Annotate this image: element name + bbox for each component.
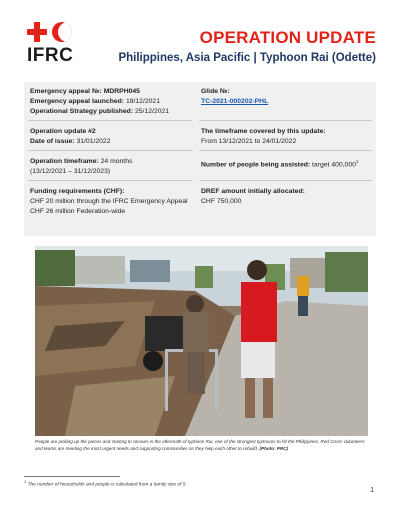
caption-text: People are picking up the pieces and starting to recover in the aftermath of typhoon Rai, one of the strongest typhoons to hit the Philippines. Red Cross volunteers and teams are meeting the most urgent needs and supporting communities as they help each other to rebuild.: [35, 439, 365, 451]
divider: [199, 150, 372, 151]
strategy-date: 25/12/2021: [135, 108, 170, 115]
page-number: 1: [370, 487, 374, 494]
footnote-ref: 1: [355, 159, 359, 164]
funding-line-1: CHF 20 million through the IFRC Emergency Appeal: [30, 198, 188, 205]
issue-label: Date of issue:: [30, 138, 75, 145]
footnote: [24, 479, 187, 488]
photo-credit: (Photo: PRC): [259, 446, 289, 451]
issue-date: 31/01/2022: [76, 138, 111, 145]
launched-label: Emergency appeal launched:: [30, 98, 125, 105]
people-label: Number of people being assisted:: [201, 161, 311, 169]
typhoon-aftermath-photo: [35, 246, 368, 436]
update-details: [30, 127, 111, 147]
launched-date: 18/12/2021: [125, 98, 160, 105]
timeframe-covered: [201, 127, 326, 147]
timeframe-covered-label: The timeframe covered by this update:: [201, 128, 326, 135]
document-title: OPERATION UPDATE: [199, 28, 376, 47]
divider: [199, 180, 372, 181]
op-timeframe-value: 24 months: [100, 158, 133, 165]
divider: [28, 180, 192, 181]
appeal-no: MDRPH045: [103, 88, 140, 95]
appeal-details: [30, 87, 169, 117]
update-label: Operation update #2: [30, 128, 96, 135]
footnote-mark: 1: [24, 479, 27, 484]
photo-caption: [35, 438, 369, 452]
document-subtitle: Philippines, Asia Pacific | Typhoon Rai (Odette): [118, 52, 376, 64]
people-assisted: [201, 157, 358, 170]
people-value: target 400,000: [312, 161, 356, 169]
red-cross-icon: [27, 22, 47, 42]
divider: [199, 120, 372, 121]
footnote-rule: [24, 476, 120, 477]
funding-requirements: [30, 187, 188, 217]
dref-value: CHF 750,000: [201, 198, 242, 205]
operation-timeframe: [30, 157, 132, 177]
footnote-text: The number of households and people is calculated from a family size of 5.: [27, 482, 187, 488]
op-timeframe-label: Operation timeframe:: [30, 158, 99, 165]
funding-line-2: CHF 26 million Federation-wide: [30, 208, 126, 215]
red-crescent-icon: [52, 22, 72, 42]
dref-allocation: [201, 187, 305, 207]
glide-link[interactable]: TC-2021-000202-PHL: [201, 98, 269, 105]
glide-label: Glide №:: [201, 88, 230, 95]
strategy-label: Operational Strategy published:: [30, 108, 134, 115]
logo-wordmark: IFRC: [27, 45, 74, 66]
appeal-no-label: Emergency appeal №:: [30, 88, 102, 95]
divider: [28, 120, 192, 121]
appeal-info-box: [24, 82, 376, 236]
divider: [28, 150, 192, 151]
dref-label: DREF amount initially allocated:: [201, 188, 305, 195]
glide-details: [201, 87, 268, 107]
ifrc-logo: [27, 22, 79, 66]
timeframe-covered-value: From 13/12/2021 to 24/01/2022: [201, 138, 297, 145]
op-timeframe-range: (13/12/2021 – 31/12/2023): [30, 168, 111, 175]
funding-label: Funding requirements (CHF):: [30, 188, 125, 195]
